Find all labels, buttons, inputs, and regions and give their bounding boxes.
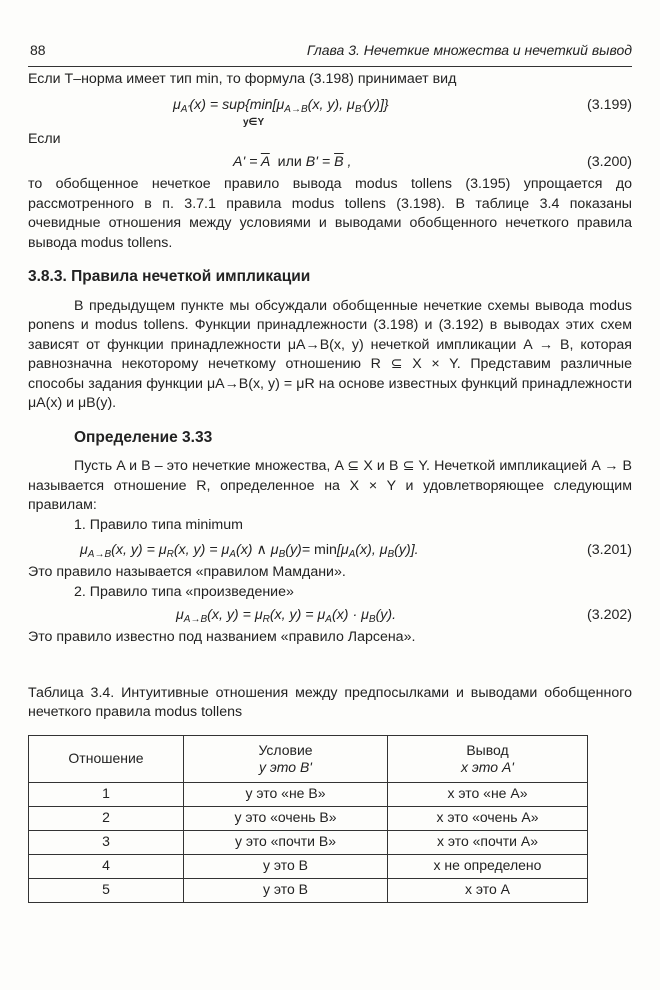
header-conclusion-title: Вывод xyxy=(466,741,509,758)
table-cell: 4 xyxy=(29,854,184,878)
table-row xyxy=(29,854,588,878)
table-cell: 3 xyxy=(29,830,184,854)
table-cell: 5 xyxy=(29,878,184,902)
table-cell: y это B xyxy=(184,854,388,878)
esli-line: Если xyxy=(28,130,61,147)
table-cell: x это «не A» xyxy=(388,782,588,806)
rule-2: 2. Правило типа «произведение» xyxy=(74,583,294,600)
formula-3-202: $\mu_{A\to B}(x$, $y) = \mu_R(x$, $y) = \mu_A(x) \cdot \mu_B(y)$. xyxy=(176,607,397,625)
table-row xyxy=(29,806,588,830)
table-cell: x это A xyxy=(388,878,588,902)
table-cell: 2 xyxy=(29,806,184,830)
formula-3-201: $\mu_{A\to B}(x$, $y) = \mu_R(x$, $y) = \mu_A(x)$ ∧ $\mu_B(y)= \min[\mu_A(x)$, $\mu_B(y)$]. xyxy=(80,542,419,560)
header-condition-sub: у это B' xyxy=(259,758,312,775)
equation-3-200 xyxy=(28,153,632,175)
table-cell: y это «очень B» xyxy=(184,806,388,830)
page-number: 88 xyxy=(30,42,46,58)
rule-1: 1. Правило типа minimum xyxy=(74,516,243,533)
running-title: Глава 3. Нечеткие множества и нечеткий вывод xyxy=(306,42,632,58)
formula-3-200: $A' = \overline{A}$ или $B' = \overline{B}$ , xyxy=(233,154,352,170)
relations-table xyxy=(28,735,588,903)
equation-number: (3.202) xyxy=(587,607,632,623)
table-row xyxy=(29,878,588,902)
table-caption: Таблица 3.4. Интуитивные отношения между предпосылками и выводами обобщенного нечеткого правила modus tollens xyxy=(28,684,632,720)
table-row xyxy=(29,830,588,854)
equation-number: (3.201) xyxy=(587,542,632,558)
section-title: 3.8.3. Правила нечеткой импликации xyxy=(28,268,311,285)
table-row xyxy=(29,782,588,806)
equation-3-202 xyxy=(28,606,632,628)
mamdani-line: Это правило называется «правилом Мамдани». xyxy=(28,564,346,580)
table-cell: y это «не B» xyxy=(184,782,388,806)
larsen-line: Это правило известно под названием «правило Ларсена». xyxy=(28,629,416,645)
table-cell: x это «очень A» xyxy=(388,806,588,830)
table-cell: y это «почти B» xyxy=(184,830,388,854)
equation-number: (3.200) xyxy=(587,154,632,170)
table-header-row xyxy=(29,735,588,782)
table-cell: y это B xyxy=(184,878,388,902)
table-cell: 1 xyxy=(29,782,184,806)
page-body xyxy=(28,70,632,903)
header-conclusion xyxy=(388,735,588,782)
table-cell: x не определено xyxy=(388,854,588,878)
header-condition xyxy=(184,735,388,782)
formula-3-199: $\mu_{A'}(x) = sup\{\min[\mu_{A\to B}(x$, y), $\mu_{B'}(y)$]} xyxy=(173,96,389,115)
definition-title: Определение 3.33 xyxy=(74,428,213,446)
table-cell: x это «почти A» xyxy=(388,830,588,854)
definition-paragraph: Пусть A и B – это нечеткие множества, A ⊆ X и B ⊆ Y. Нечеткой импликацией A → B называется отношение R, определенное на X × Y и удовлетворяющее следующим правилам: xyxy=(28,458,632,513)
header-conclusion-sub: x это A' xyxy=(461,758,514,775)
section-paragraph: В предыдущем пункте мы обсуждали обобщенные нечеткие схемы вывода modus ponens и modus tollens. Функции принадлежности (3.198) и (3.192) в выводах этих схем зависят от функции принадлежности μA→B(x, y) нечеткой импликации A → B, которая равнозначна некоторому нечеткому отношению R ⊆ X × Y. Представим различные способы задания функции μA→B(x, y) = μR на основе известных функций принадлежности μA(x) и μB(y). xyxy=(28,297,632,411)
equation-3-201 xyxy=(28,541,632,563)
intro-line: Если T–норма имеет тип min, то формула (3.198) принимает вид xyxy=(28,71,457,87)
equation-number: (3.199) xyxy=(587,96,632,113)
sup-subscript: y∈Y xyxy=(243,116,265,128)
intro-paragraph: то обобщенное нечеткое правило вывода modus tollens (3.195) упрощается до рассмотренного в п. 3.7.1 правила modus tollens (3.198). В таблице 3.4 показаны очевидные отношения между условиями и выводами обобщенного нечеткого правила вывода modus tollens. xyxy=(28,176,632,251)
header-condition-title: Условие xyxy=(258,741,313,758)
equation-3-199 xyxy=(28,96,632,130)
page-header xyxy=(28,40,632,67)
header-relation: Отношение xyxy=(29,735,184,782)
